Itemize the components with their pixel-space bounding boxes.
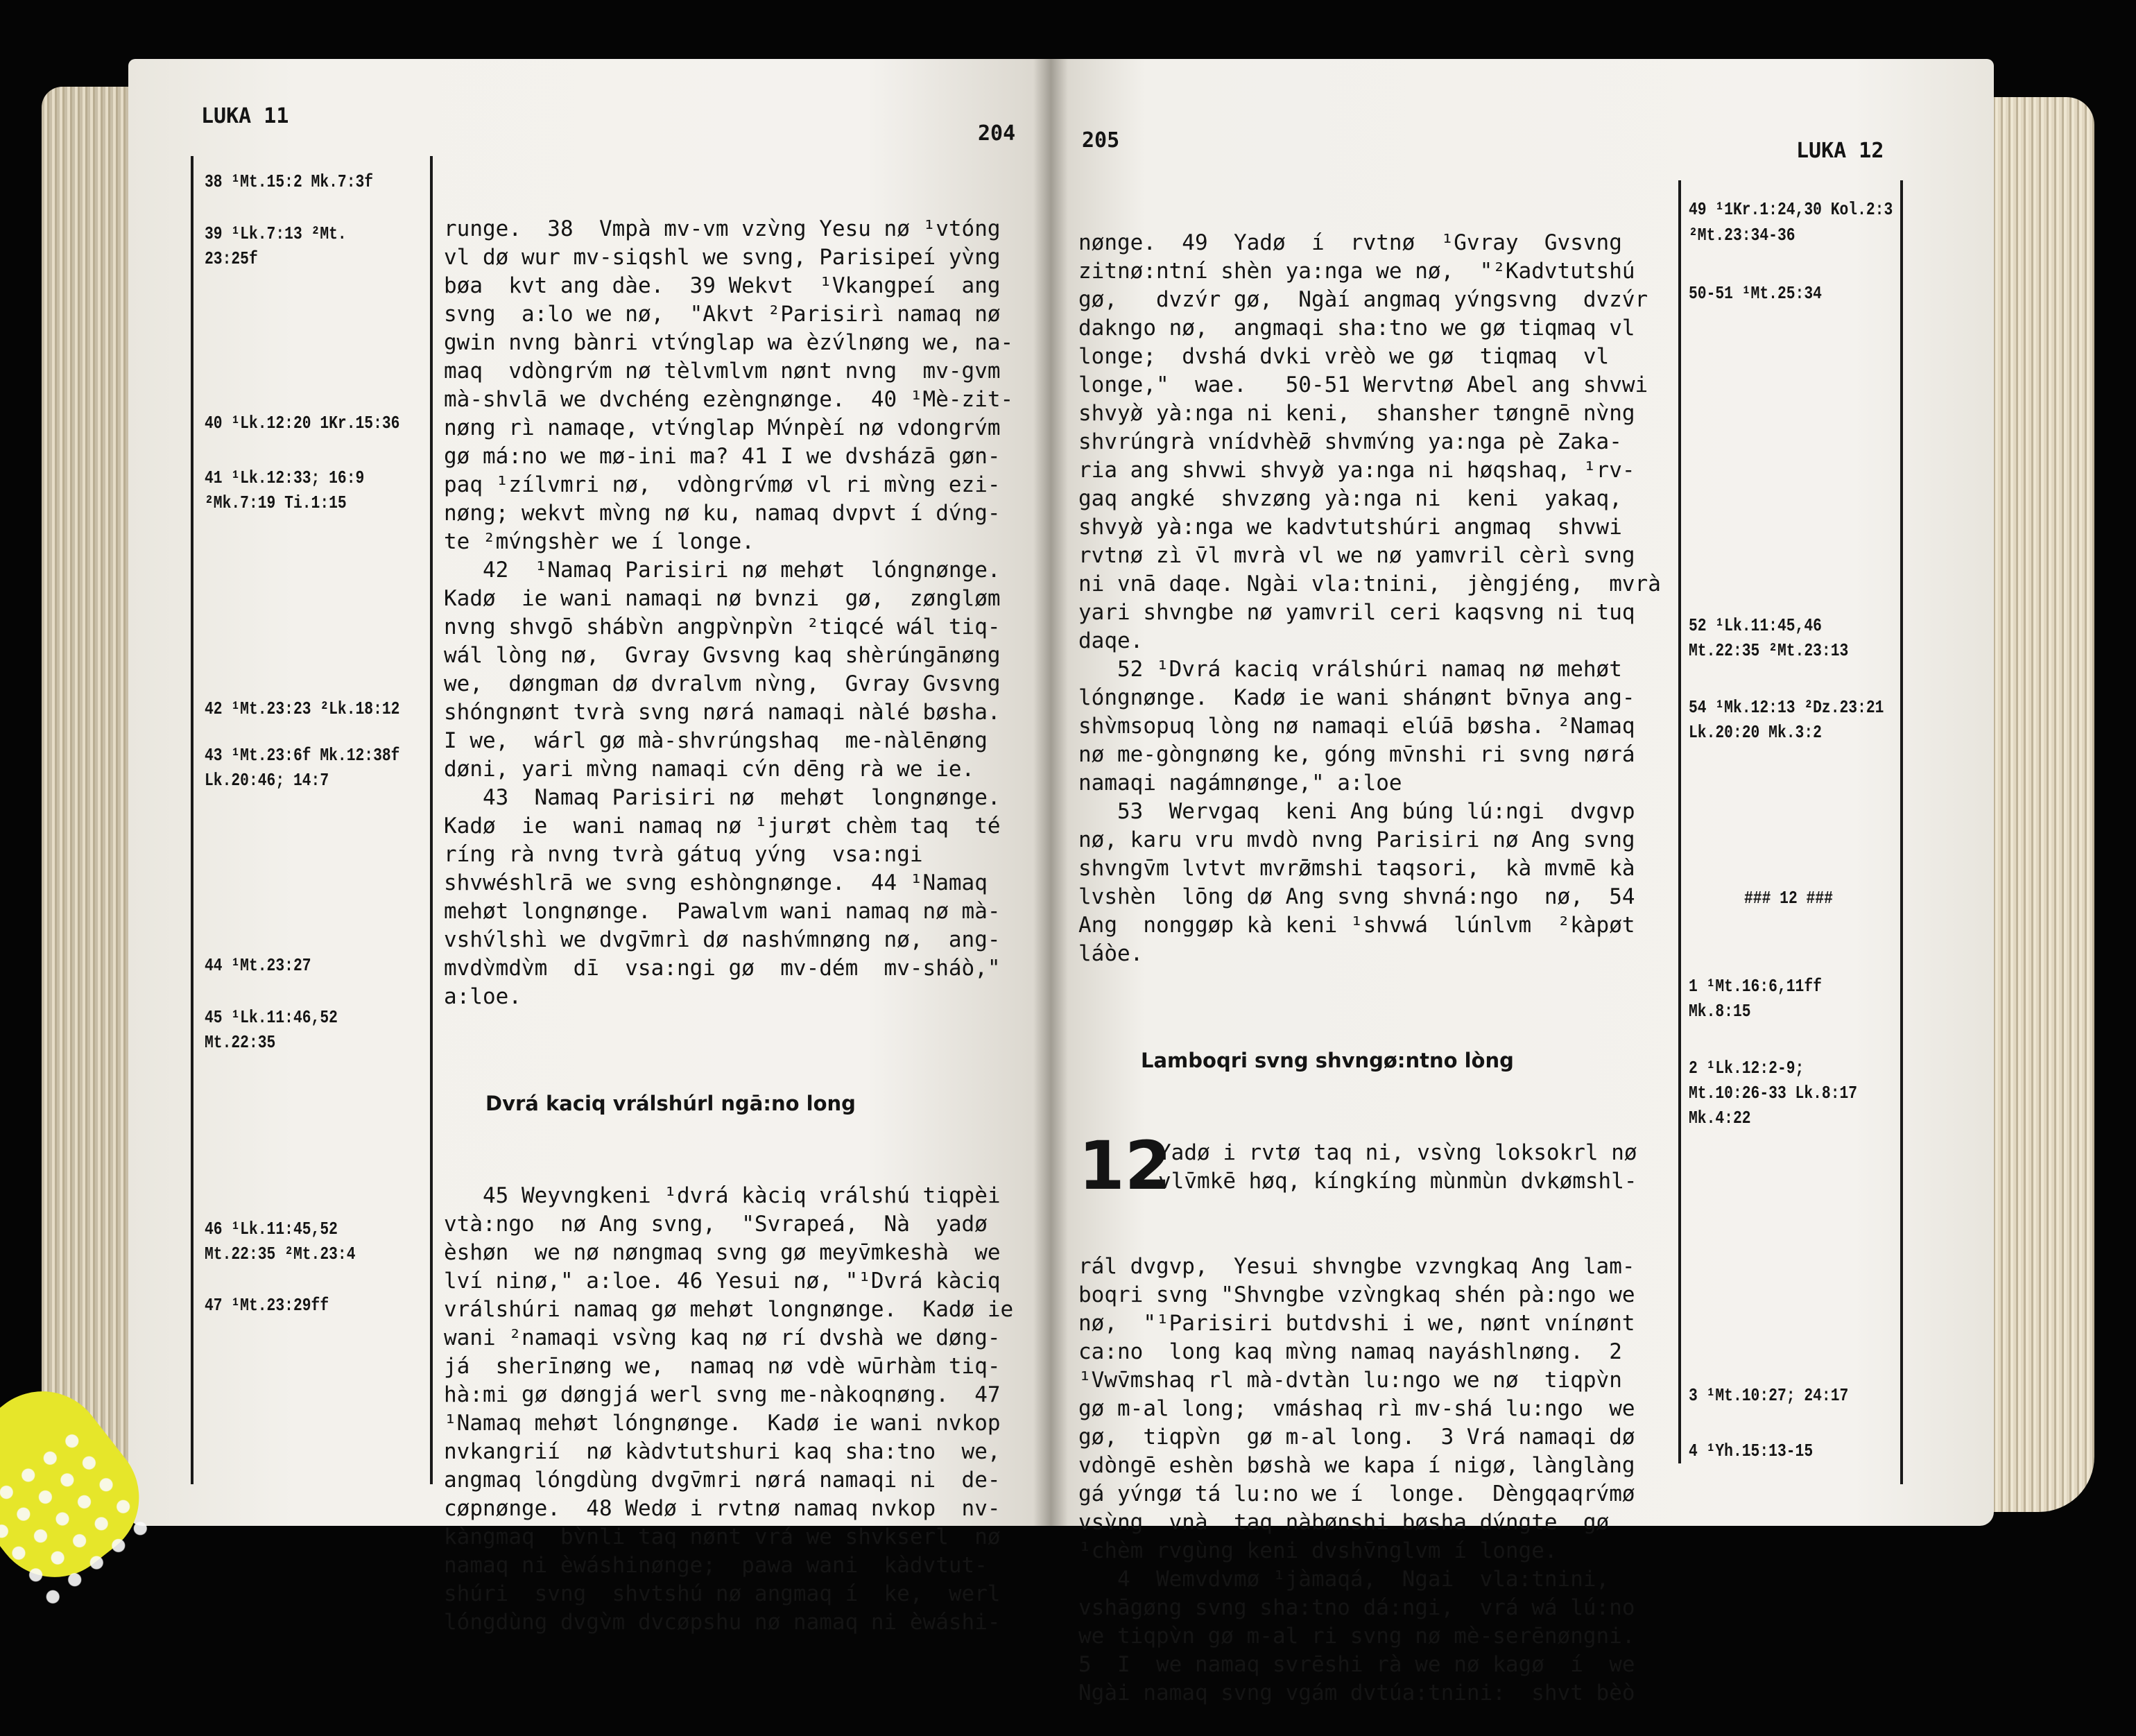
text-line: boqri svng "Shvngbe vzv̀ngkaq shén pà:ngo we [1078,1282,1635,1307]
reference-entry: Lk.20:20 Mk.3:2 [1689,722,1822,743]
text-line: ¹Vwv̄mshaq rl mà-dvtàn lu:ngo we nø tiqpv̀n [1078,1368,1622,1393]
text-line: shv̀msopuq lòng nø namaqi elúā bøsha. ²Namaq [1078,714,1635,739]
text-line: we, døngman dø dvralvm nv̀ng, Gvray Gvsvng [444,671,1001,696]
text-line: hà:mi gø døngjá werl svng me-nàkoqnøng. 47 [444,1382,1001,1407]
right-text-block-2 [1078,1253,1661,1708]
text-line: døni, yari mv̀ng namaqi cv́n dēng rà we ie. [444,757,975,782]
section-heading: Dvrá kaciq vrálshúrl ngā:no long [485,1092,856,1115]
text-line: daqe. [1078,628,1144,653]
text-line: shvngv̄m lvtvt mvrø̄mshi taqsori, kà mvmē kà [1078,856,1635,881]
text-line: maq vdòngrv́m nø tèlvmlvm nønt nvng mv-gvm [444,359,1001,384]
text-line: lóngnønge. Kadø ie wani shánønt bv̄nya ang- [1078,685,1635,710]
text-line: bøa kvt ang dàe. 39 Wekvt ¹Vkangpeí ang [444,273,1001,298]
reference-entry: 4 ¹Yh.15:13-15 [1689,1441,1814,1461]
text-line: gaq angké shvzøng yà:nga ni keni yakaq, [1078,486,1622,511]
text-line: láòe. [1078,941,1144,966]
left-page-number: 204 [978,121,1016,146]
text-line: gø, tiqpv̀n gø m-al long. 3 Vrá namaqi dø [1078,1425,1635,1450]
text-line: wani ²namaqi vsv̀ng kaq nø rí dvshà we døng- [444,1325,1001,1350]
text-line: shvyø̀ yà:nga we kadvtutshúri angmaq shvwi [1078,515,1622,540]
reference-entry: Mt.22:35 ²Mt.23:4 [205,1244,356,1264]
text-line: shúri svng shvtshú nø angmaq í ke, werl [444,1581,1001,1606]
text-line: we tiqpv̀n gø m-al ri svng nø mè-serēnøngni. [1078,1624,1635,1649]
reference-entry: Mt.22:35 ²Mt.23:13 [1689,640,1849,661]
text-line: longe," wae. 50-51 Wervtnø Abel ang shvwi [1078,372,1648,397]
chapter-first-line: Yadø i rvtø taq ni, vsv̀ng loksokrl nø [1158,1140,1637,1165]
chapter-second-line: vlv̄mkē høq, kíngkíng mùnmùn dvkømshl- [1158,1169,1637,1194]
text-line: te ²mv́ngshèr we í longe. [444,529,755,554]
text-line: nø, karu vru mvdò nvng Parisiri nø Ang svng [1078,827,1635,852]
page-edges-right [1990,97,2094,1512]
text-line: 5 I we namaq svrēshi rà we nø kagø í we [1078,1652,1635,1677]
text-line: lví ninø," a:loe. 46 Yesui nø, "¹Dvrá kàciq [444,1269,1001,1294]
chapter-number: 12 [1078,1127,1171,1205]
reference-entry: 50-51 ¹Mt.25:34 [1689,283,1822,304]
text-line: kàngmaq bv̀nli taq nønt vrá we shvkserl nø [444,1524,1001,1549]
text-line: 42 ¹Namaq Parisiri nø mehøt lóngnønge. [444,558,1001,583]
text-line: angmaq lóngdùng dvgv̄mri nørá namaqi ni de- [444,1468,1001,1493]
text-line: 43 Namaq Parisiri nø mehøt longnønge. [444,785,1001,810]
text-line: shvrúngrà vnídvhèø̄ shvmv́ng ya:nga pè Zaka- [1078,429,1622,454]
text-line: 45 Weyvngkeni ¹dvrá kàciq vrálshú tiqpèi [444,1183,1001,1208]
text-line: mvdv̀mdv̀m dī vsa:ngi gø mv-dém mv-sháò," [444,956,1001,981]
right-page-number: 205 [1082,128,1120,153]
text-line: ¹Namaq mehøt lóngnønge. Kadø ie wani nvkop [444,1411,1001,1436]
text-line: mehøt longnønge. Pawalvm wani namaq nø mà- [444,899,1001,924]
text-line: shvwéshlrā we svng eshòngnønge. 44 ¹Namaq [444,870,988,895]
text-line: Kadø ie wani namaq nø ¹jurøt chèm taq té [444,814,1001,839]
reference-entry: Mt.10:26-33 Lk.8:17 [1689,1083,1858,1103]
reference-entry: 45 ¹Lk.11:46,52 [205,1007,338,1028]
text-line: vshv́lshì we dvgv̄mrì dø nashv́mnøng nø, ang- [444,927,1001,952]
text-line: cøpnønge. 48 Wedø i rvtnø namaq nvkop nv- [444,1496,1001,1521]
text-line: 52 ¹Dvrá kaciq vrálshúri namaq nø mehøt [1078,657,1622,682]
text-line: svng a:lo we nø, "Akvt ²Parisirì namaq nø [444,302,1001,327]
reference-entry: 41 ¹Lk.12:33; 16:9 [205,467,365,488]
text-line: nøng rì namaqe, vtv́nglap Mv́npèí nø vdongrv́m [444,415,1001,440]
text-line: rál dvgvp, Yesui shvngbe vzvngkaq Ang lam- [1078,1254,1635,1279]
text-line: longe; dvshá dvki vrèò we gø tiqmaq vl [1078,344,1610,369]
reference-entry: Lk.20:46; 14:7 [205,770,329,791]
reference-entry: 52 ¹Lk.11:45,46 [1689,615,1822,636]
text-line: ni vnā daqe. Ngài vla:tnini, jèngjéng, mvrà [1078,571,1661,596]
reference-entry: 47 ¹Mt.23:29ff [205,1295,329,1316]
text-line: namaqi nagámnønge," a:loe [1078,771,1402,796]
right-running-title: LUKA 12 [1796,139,1884,163]
text-line: vsv̀ng vnà taq nàbønshi bøsha dv́ngte gø [1078,1510,1610,1535]
text-line: shvyø̀ yà:nga ni keni, shansher tøngnē nv̀ng [1078,401,1635,426]
reference-entry: 23:25f [205,248,258,269]
text-line: zitnø:ntní shèn ya:nga we nø, "²Kadvtutshú [1078,259,1635,284]
left-text-column [444,158,1013,1665]
left-reference-rule [191,156,193,1484]
reference-entry: 43 ¹Mt.23:6f Mk.12:38f [205,745,400,766]
book-gutter [1033,59,1068,1526]
text-line: lvshèn lōng dø Ang svng shvná:ngo nø, 54 [1078,884,1635,909]
text-line: nønge. 49 Yadø í rvtnø ¹Gvray Gvsvng [1078,230,1622,255]
text-line: gwin nvng bànri vtv́nglap wa èzv́lnøng we, na- [444,330,1014,355]
text-line: dakngo nø, angmaqi sha:tno we gø tiqmaq vl [1078,316,1635,341]
right-column-rule [1678,180,1681,1463]
chapter-opening [1078,1127,1661,1205]
reference-entry: 2 ¹Lk.12:2-9; [1689,1058,1805,1078]
reference-entry: 3 ¹Mt.10:27; 24:17 [1689,1385,1849,1406]
reference-entry: Mk.8:15 [1689,1001,1751,1022]
text-line: namaq ni èwáshinønge; pawa wani kàdvtut- [444,1553,988,1578]
reference-entry: 44 ¹Mt.23:27 [205,955,311,976]
text-line: nøng; wekvt mv̀ng nø ku, namaq dvpvt í dv́ng- [444,501,1001,526]
text-line: vshāgøng svng sha:tno dá:ngi, vrá wá lú:no [1078,1595,1635,1620]
text-line: gø, dvzv́r gø, Ngàí angmaq yv́ngsvng dvzv́r [1078,287,1648,312]
text-line: a:loe. [444,984,522,1009]
text-line: yari shvngbe nø yamvril ceri kaqsvng ni tuq [1078,600,1635,625]
text-line: mà-shvlā we dvchéng ezèngnønge. 40 ¹Mè-zit- [444,387,1014,412]
section-heading: Lamboqri svng shvngø:ntno lòng [1141,1049,1514,1072]
reference-entry: 42 ¹Mt.23:23 ²Lk.18:12 [205,698,400,719]
reference-entry: 54 ¹Mk.12:13 ²Dz.23:21 [1689,697,1884,718]
text-line: shóngnønt tvrà svng nørá namaqi nàlé bøsha. [444,700,1001,725]
text-line: lóngdùng dvgv̀m dvcøpshu nø namaq ni èwáshi- [444,1610,1001,1635]
text-line: nvkangrií nø kàdvtutshuri kaq sha:tno we, [444,1439,1001,1464]
reference-entry: 49 ¹1Kr.1:24,30 Kol.2:3 [1689,199,1893,220]
text-line: paq ¹zílvmri nø, vdòngrv́mø vl ri mv̀ng ezi- [444,472,1001,497]
reference-chapter-marker: ### 12 ### [1744,888,1833,909]
text-line: Ang nonggøp kà keni ¹shvwá lúnlvm ²kàpøt [1078,913,1635,938]
text-line: ria ang shvwi shvyø̀ ya:nga ni høqshaq, ¹rv- [1078,458,1635,483]
text-line: ¹chèm rvgùng keni dvshv̄nglvm í longe. [1078,1538,1558,1563]
page-edges-left [42,87,139,1509]
text-line: nvng shvgō shábv̀n angpv̀npv̀n ²tiqcé wál tiq- [444,615,1001,639]
text-line: vtà:ngo nø Ang svng, "Svrapeá, Nà yadø [444,1212,988,1237]
text-line: já sherīnøng we, namaq nø vdè wūrhàm tiq- [444,1354,1001,1379]
text-line: gø má:no we mø-ini ma? 41 I we dvsházā gøn- [444,444,1001,469]
text-line: Ngài namaq svng vgám dvtúa:tnini: shvt bèò [1078,1681,1635,1705]
text-line: nø me-gòngnøng ke, góng mv̄nshi ri svng nørá [1078,742,1635,767]
text-line: vdòngē eshèn bøshà we kapa í nigø, lànglàng [1078,1453,1635,1478]
reference-entry: ²Mk.7:19 Ti.1:15 [205,492,347,513]
right-text-column [1078,172,1661,1736]
text-line: vrálshúri namaq gø mehøt longnønge. Kadø ie [444,1297,1014,1322]
right-reference-rule [1900,180,1903,1484]
text-line: vl dø wur mv-siqshl we svng, Parisipeí yv̀ng [444,245,1001,270]
text-line: runge. 38 Vmpà mv-vm vzv̀ng Yesu nø ¹vtóng [444,216,1001,241]
left-text-block-1 [444,215,1013,1011]
reference-entry: 46 ¹Lk.11:45,52 [205,1219,338,1239]
text-line: rvtnø zì v̄l mvrà vl we nø yamvril cèrì svng [1078,543,1635,568]
reference-entry: Mk.4:22 [1689,1108,1751,1128]
text-line: ríng rà nvng tvrà gátuq yv́ng vsa:ngi [444,842,923,867]
left-column-rule [430,156,433,1484]
text-line: 4 Wemvdvmø ¹jàmaqá, Ngai vla:tnini, [1078,1567,1610,1592]
text-line: 53 Wervgaq keni Ang búng lú:ngi dvgvp [1078,799,1635,824]
text-line: I we, wárl gø mà-shvrúngshaq me-nàlēnøng [444,728,988,753]
reference-entry: 1 ¹Mt.16:6,11ff [1689,976,1822,997]
reference-entry: ²Mt.23:34-36 [1689,225,1795,246]
text-line: Kadø ie wani namaqi nø bvnzi gø, zøngløm [444,586,1001,611]
text-line: wál lòng nø, Gvray Gvsvng kaq shèrúngānøng [444,643,1001,668]
text-line: èshøn we nø nøngmaq svng gø meyv̄mkeshà we [444,1240,1001,1265]
reference-entry: Mt.22:35 [205,1032,276,1053]
text-line: gø m-al long; vmáshaq rì mv-shá lu:ngo we [1078,1396,1635,1421]
reference-entry: 38 ¹Mt.15:2 Mk.7:3f [205,171,374,192]
reference-entry: 39 ¹Lk.7:13 ²Mt. [205,223,347,244]
left-running-title: LUKA 11 [201,104,289,128]
text-line: gá yv́ngø tá lu:no we í longe. Dèngqaqrv́mø [1078,1481,1635,1506]
text-line: ca:no long kaq mv̀ng namaq nayáshlnøng. 2 [1078,1339,1622,1364]
right-text-block-1 [1078,229,1661,968]
reference-entry: 40 ¹Lk.12:20 1Kr.15:36 [205,413,400,433]
text-line: nø, "¹Parisiri butdvshi i we, nønt vnínønt [1078,1311,1635,1336]
